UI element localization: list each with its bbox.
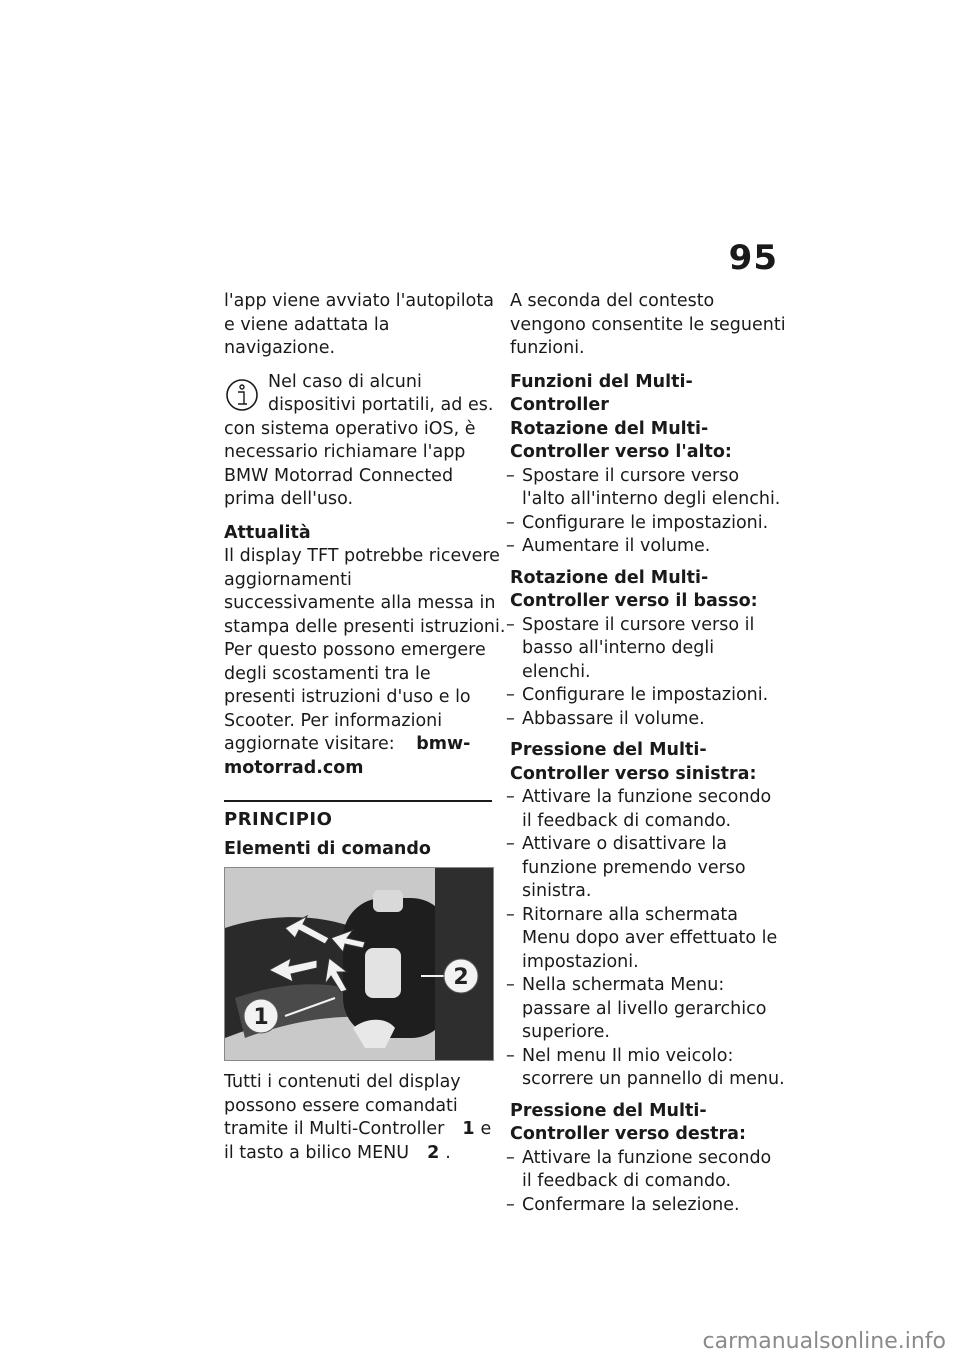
note-line: Nel caso di alcuni	[268, 371, 422, 392]
rotate-down-list	[510, 614, 786, 732]
left-column	[224, 290, 506, 1165]
handlebar-illustration	[225, 868, 493, 1060]
attualita-text	[224, 545, 506, 780]
subheading: Elementi di comando	[224, 838, 431, 859]
paragraph: l'app viene avviato l'autopilota e viene adattata la navigazione.	[224, 291, 494, 358]
caption-ref: 1	[462, 1119, 475, 1139]
caption-text: e il tasto a bilico MENU	[224, 1119, 492, 1163]
list-item: – Attivare la funzione secondo il feedback di comando.	[510, 786, 786, 833]
list-item: – Spostare il cursore verso il basso all'interno degli elenchi.	[510, 614, 786, 685]
list-item: – Configurare le impostazioni.	[510, 512, 786, 536]
website-link[interactable]: bmw-motorrad.com	[224, 734, 471, 778]
press-right-list	[510, 1147, 786, 1218]
rotate-up-list	[510, 465, 786, 559]
page-number: 95	[728, 238, 778, 278]
list-item: – Ritornare alla schermata Menu dopo aver effettuato le impostazioni.	[510, 904, 786, 975]
list-item: – Attivare o disattivare la funzione premendo verso sinistra.	[510, 833, 786, 904]
attualita-heading: Attualità	[224, 522, 311, 543]
attualita-body: Il display TFT potrebbe ricevere aggiornamenti successivamente alla messa in stampa delle presenti istruzioni. Per questo possono emergere degli scostamenti tra le presenti istruzioni d'uso e lo Scooter. Per informazioni aggiornate visitare:	[224, 546, 506, 754]
caption-text: .	[445, 1142, 451, 1163]
functions-heading: Funzioni del Multi-Controller	[510, 371, 693, 415]
note-text: con sistema operativo iOS, è necessario richiamare l'app BMW Motorrad Connected prima dell'uso.	[224, 418, 476, 509]
callout-1: 1	[253, 1005, 269, 1030]
section-divider	[224, 800, 492, 802]
controls-figure	[224, 867, 494, 1061]
list-item: – Configurare le impostazioni.	[510, 684, 786, 708]
watermark: carmanualsonline.info	[702, 1329, 946, 1354]
callout-2: 2	[453, 965, 469, 990]
note-line: dispositivi portatili, ad es.	[268, 395, 494, 415]
list-item: – Spostare il cursore verso l'alto all'interno degli elenchi.	[510, 465, 786, 512]
caption-text: Tutti i contenuti del display possono essere comandati tramite il Multi-Controller	[224, 1072, 461, 1139]
right-column	[510, 290, 786, 1217]
press-right-heading: Pressione del Multi-Controller verso destra:	[510, 1100, 746, 1144]
figure-caption	[224, 1071, 506, 1165]
press-left-heading: Pressione del Multi-Controller verso sinistra:	[510, 740, 757, 784]
list-item: – Abbassare il volume.	[510, 708, 786, 732]
list-item: – Aumentare il volume.	[510, 535, 786, 559]
info-icon	[224, 377, 260, 413]
caption-ref: 2	[427, 1142, 440, 1163]
section-title: PRINCIPIO	[224, 809, 333, 830]
rotate-down-heading: Rotazione del Multi-Controller verso il basso:	[510, 567, 758, 611]
list-item: – Nella schermata Menu: passare al livello gerarchico superiore.	[510, 974, 786, 1045]
info-note	[224, 371, 506, 512]
list-item: – Attivare la funzione secondo il feedback di comando.	[510, 1147, 786, 1194]
press-left-list	[510, 786, 786, 1092]
rotate-up-heading: Rotazione del Multi-Controller verso l'alto:	[510, 418, 732, 462]
intro-text: A seconda del contesto vengono consentite le seguenti funzioni.	[510, 291, 786, 358]
list-item: – Confermare la selezione.	[510, 1194, 786, 1218]
list-item: – Nel menu Il mio veicolo: scorrere un pannello di menu.	[510, 1045, 786, 1092]
